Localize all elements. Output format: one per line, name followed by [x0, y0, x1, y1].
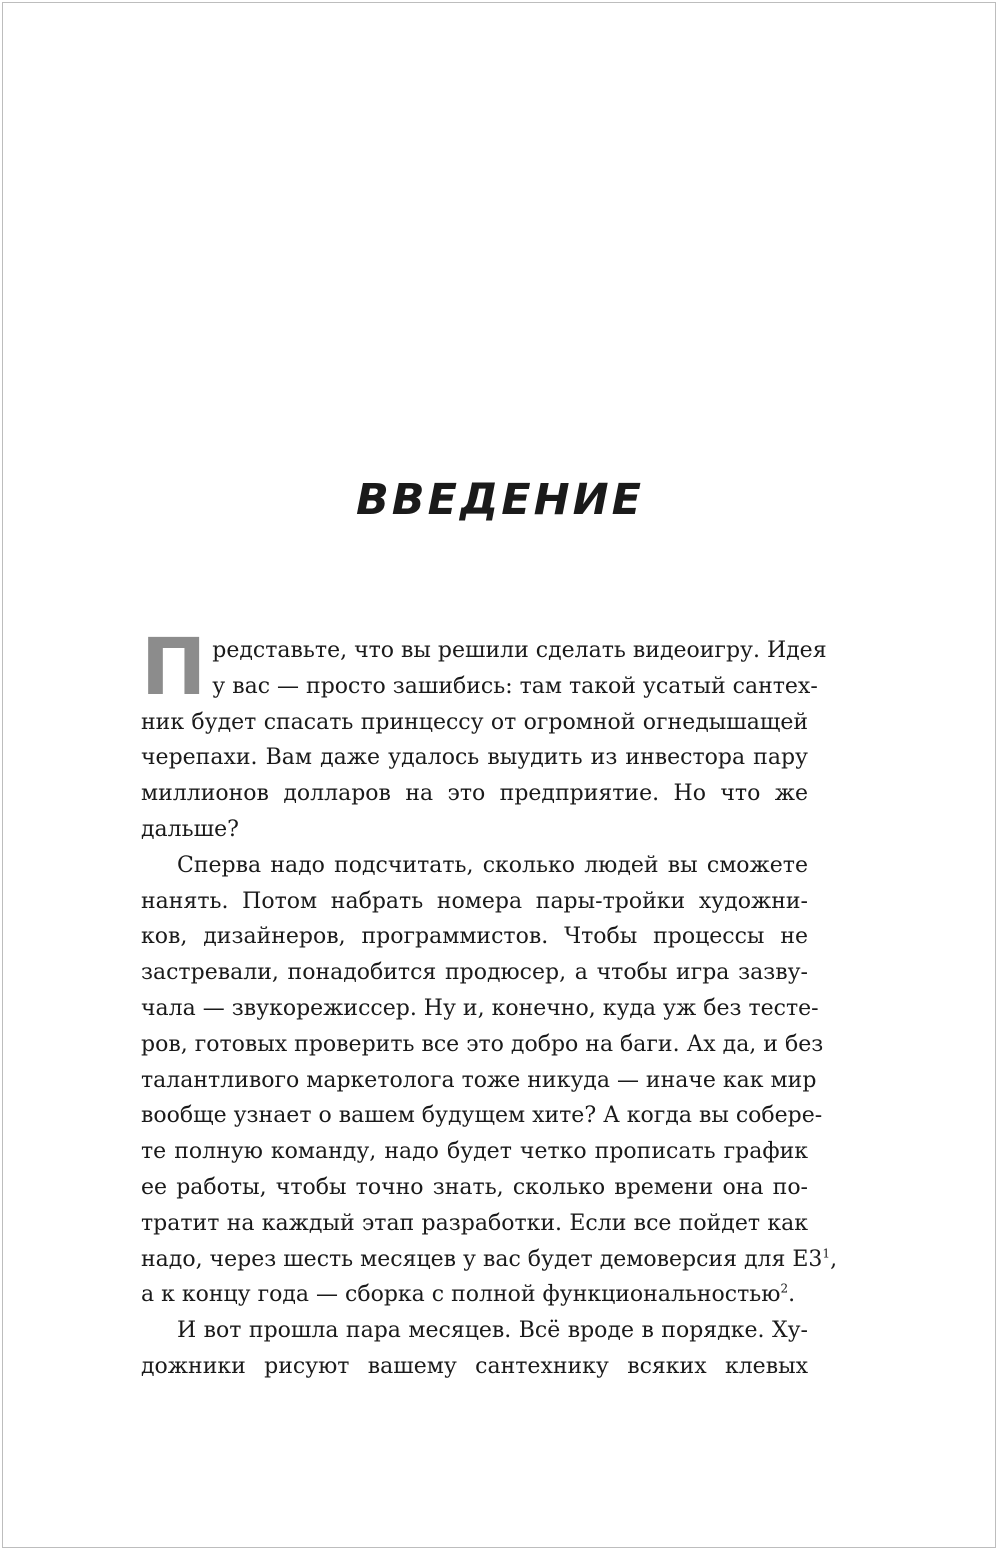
text-line	[141, 1242, 838, 1278]
text-line: те полную команду, надо будет четко прописать график	[141, 1139, 808, 1165]
paragraph-1	[141, 623, 827, 848]
paragraph-2	[141, 848, 838, 1313]
text-line: ее работы, чтобы точно знать, сколько времени она по-	[141, 1174, 808, 1200]
body-text	[141, 623, 838, 1385]
line-text: а к концу года — сборка с полной функциональностью	[141, 1282, 781, 1308]
text-line: вообще узнает о вашем будущем хите? А когда вы собере-	[141, 1103, 823, 1129]
footnote-ref-2[interactable]: 2	[780, 1282, 789, 1297]
text-line: дожники рисуют вашему сантехнику всяких клевых	[141, 1353, 808, 1379]
footnote-ref-1[interactable]: 1	[822, 1246, 831, 1261]
text-line	[141, 1277, 808, 1313]
text-line: Сперва надо подсчитать, сколько людей вы сможете	[177, 852, 808, 878]
text-line: тратит на каждый этап разработки. Если все пойдет как	[141, 1210, 808, 1236]
text-line: ков, дизайнеров, программистов. Чтобы процессы не	[141, 924, 808, 950]
text-line: у вас — просто зашибись: там такой усатый сантех-	[212, 673, 818, 699]
text-line: нанять. Потом набрать номера пары-тройки художни-	[141, 888, 808, 914]
text-line: миллионов долларов на это предприятие. Но что же	[141, 781, 808, 807]
punctuation: .	[788, 1282, 796, 1308]
text-line: дальше?	[141, 816, 239, 842]
drop-cap: П	[141, 623, 207, 713]
book-page	[2, 2, 996, 1548]
text-line: чала — звукорежиссер. Ну и, конечно, куда уж без тесте-	[141, 995, 819, 1021]
text-line: талантливого маркетолога тоже никуда — иначе как мир	[141, 1067, 817, 1093]
text-line: ров, готовых проверить все это добро на баги. Ах да, и без	[141, 1031, 824, 1057]
paragraph-3	[141, 1313, 808, 1385]
text-line: черепахи. Вам даже удалось выудить из инвестора пару	[141, 745, 808, 771]
text-line: ник будет спасать принцессу от огромной огнедышащей	[141, 709, 808, 735]
punctuation: ,	[830, 1246, 838, 1272]
text-line: застревали, понадобится продюсер, а чтобы игра зазву-	[141, 960, 808, 986]
chapter-title: ВВЕДЕНИЕ	[356, 475, 644, 525]
text-line: И вот прошла пара месяцев. Всё вроде в порядке. Ху-	[177, 1318, 808, 1344]
line-text: надо, через шесть месяцев у вас будет демоверсия для E3	[141, 1246, 823, 1272]
text-line: редставьте, что вы решили сделать видеоигру. Идея	[212, 638, 827, 663]
